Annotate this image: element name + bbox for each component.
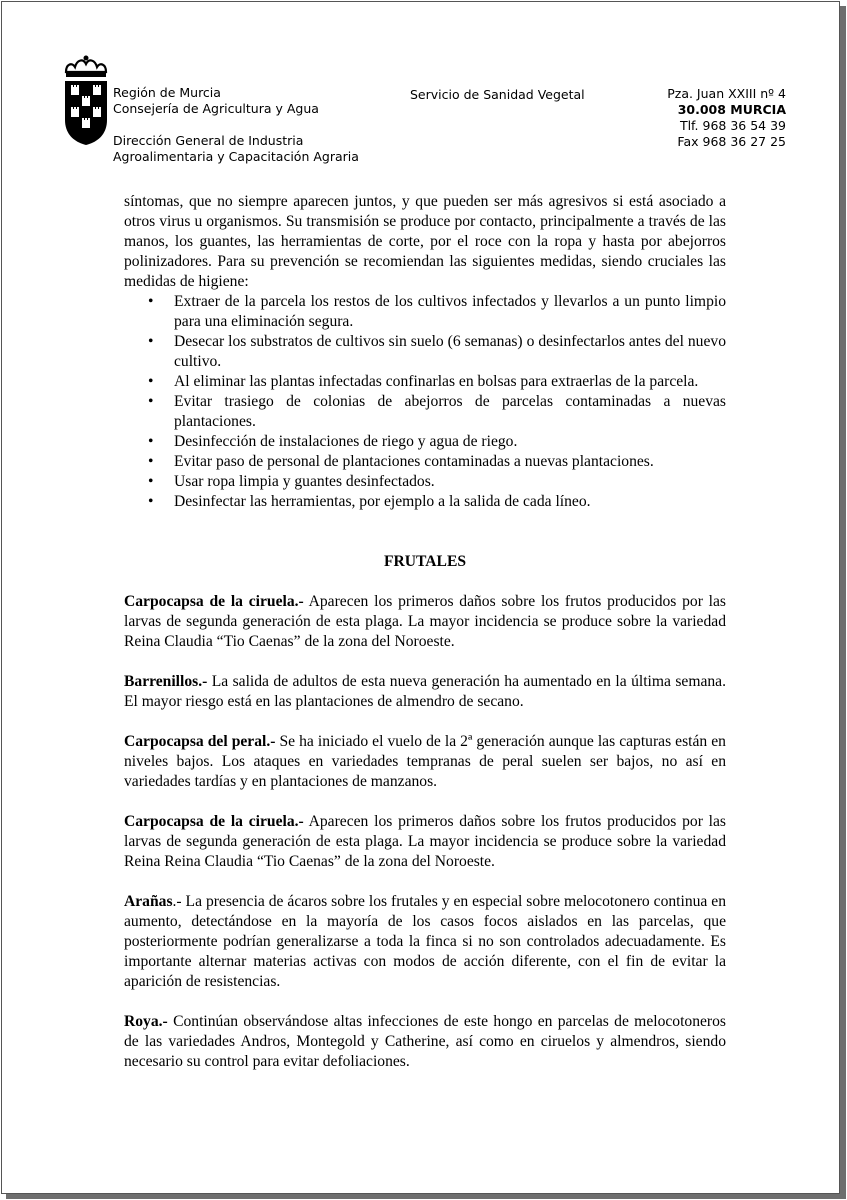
bullet-icon: • [148,393,154,410]
list-item: • Desinfectar las herramientas, por ejemplo a la salida de cada líneo. [148,493,591,510]
pest-text: Se ha iniciado el vuelo de la 2ª generación aunque las capturas están en niveles bajos. Los ataques en variedades tempranas de peral suelen ser bajos, no así en variedades tardías y en plantaciones de manzanos. [124,733,726,790]
list-item: • Evitar paso de personal de plantaciones contaminadas a nuevas plantaciones. [148,453,654,470]
bullet-icon: • [148,333,154,350]
list-item: • Desecar los substratos de cultivos sin suelo (6 semanas) o desinfectarlos antes del nuevo cultivo. [148,333,726,370]
pest-paragraph [124,1012,726,1072]
pest-paragraph [124,672,726,712]
list-item: • Usar ropa limpia y guantes desinfectados. [148,473,435,490]
pest-name: Carpocapsa de la ciruela.- [124,593,304,610]
header-fax: Fax 968 36 27 25 [677,134,786,149]
region-crest-icon [60,54,112,146]
pest-paragraph [124,812,726,872]
pest-name: Barrenillos.- [124,673,208,690]
bullet-icon: • [148,453,154,470]
header-region: Región de Murcia [113,85,221,100]
bullet-icon: • [148,293,154,310]
list-item: • Evitar trasiego de colonias de abejorros de parcelas contaminadas a nuevas plantaciones. [148,393,726,430]
pest-name: Arañas [124,893,173,910]
document-page [1,1,840,1194]
pest-text: Aparecen los primeros daños sobre los frutos producidos por las larvas de segunda generación de esta plaga. La mayor incidencia se produce sobre la variedad Reina Claudia “Tio Caenas” de la zona del Noroeste. [124,593,726,650]
pest-name: Roya.- [124,1013,168,1030]
pest-text: La salida de adultos de esta nueva generación ha aumentado en la última semana. El mayor riesgo está en las plantaciones de almendro de secano. [124,673,726,710]
pest-paragraph [124,732,726,792]
header-directorate: Dirección General de Industria [113,133,304,148]
header-institution [113,85,359,165]
page-shadow-right [840,6,846,1198]
bullet-icon: • [148,493,154,510]
bullet-icon: • [148,473,154,490]
bullet-icon: • [148,373,154,390]
pest-paragraph [124,892,726,992]
header-phone: Tlf. 968 36 54 39 [679,118,786,133]
list-item: • Al eliminar las plantas infectadas confinarlas en bolsas para extraerlas de la parcela. [148,373,699,390]
list-item: • Desinfección de instalaciones de riego y agua de riego. [148,433,518,450]
pest-name: Carpocapsa de la ciruela.- [124,813,304,830]
section-title: FRUTALES [383,553,467,570]
header-address: Pza. Juan XXIII nº 4 [667,86,786,101]
header-city: 30.008 MURCIA [677,102,786,117]
document-body [124,192,726,1092]
list-item: • Extraer de la parcela los restos de los cultivos infectados y llevarlos a un punto limpio para una eliminación segura. [148,293,726,330]
header-directorate-cont: Agroalimentaria y Capacitación Agraria [113,149,359,164]
pest-text: Aparecen los primeros daños sobre los frutos producidos por las larvas de segunda generación de esta plaga. La mayor incidencia se produce sobre la variedad Reina Reina Claudia “Tio Caenas” de la zona del Noroeste. [124,813,726,870]
pest-paragraph [124,592,726,652]
header-ministry: Consejería de Agricultura y Agua [113,101,319,116]
intro-paragraph: síntomas, que no siempre aparecen juntos, y que pueden ser más agresivos si está asociado a otros virus u organismos. Su transmisión se produce por contacto, principalmente a través de las manos, los guantes, las herramientas de corte, por el roce con la ropa y hasta por abejorros polinizadores. Para su prevención se recomiendan las siguientes medidas, siendo cruciales las medidas de higiene: [124,193,726,290]
header-service: Servicio de Sanidad Vegetal [410,87,585,102]
measures-list [124,292,726,512]
header-contact [602,86,786,150]
page-shadow-bottom [6,1194,846,1199]
bullet-icon: • [148,433,154,450]
pest-text: Continúan observándose altas infecciones de este hongo en parcelas de melocotoneros de las variedades Andros, Montegold y Catherine, así como en ciruelos y almendros, siendo necesario su control para evitar defoliaciones. [124,1013,726,1070]
pest-text: .- La presencia de ácaros sobre los frutales y en especial sobre melocotonero continua en aumento, detectándose en la mayoría de los casos focos aislados en las parcelas, que posteriormente podrían generalizarse a toda la finca si no son controlados adecuadamente. Es importante alternar materias activas con modos de acción diferente, con el fin de evitar la aparición de resistencias. [124,893,726,990]
pest-name: Carpocapsa del peral.- [124,733,276,750]
